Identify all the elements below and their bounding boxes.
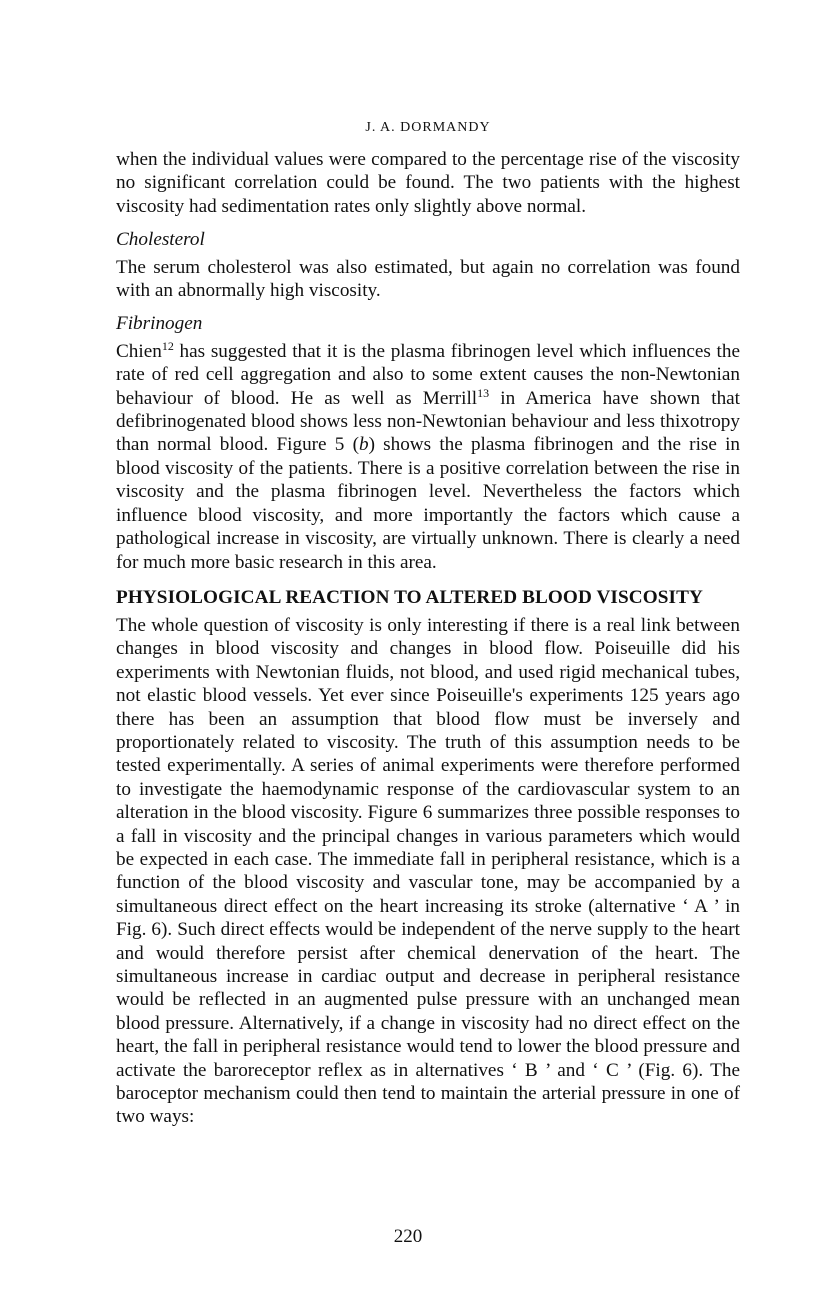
fibrinogen-text-1: has suggested that it is the plasma fibrinogen level which influences the rate of red cell aggregation and also to some extent causes the non-Newtonian behaviour of blood. He as well as Merrill	[116, 340, 740, 409]
page-number: 220	[393, 1226, 423, 1247]
cholesterol-paragraph: The serum cholesterol was also estimated, but again no correlation was found with an abnormally high viscosity.	[116, 256, 740, 302]
intro-paragraph: when the individual values were compared to the percentage rise of the viscosity no significant correlation could be found. The two patients with the highest viscosity had sedimentation rates only slightly above normal.	[116, 149, 740, 217]
physiological-paragraph: The whole question of viscosity is only interesting if there is a real link between changes in blood viscosity and changes in blood flow. Poiseuille did his experiments with Newtonian fluids, not blood, and used rigid mechanical tubes, not elastic blood vessels. Yet ever since Poiseuille's experiments 125 years ago there has been an assumption that blood flow must be inversely and proportionately related to viscosity. The truth of this assumption needs to be tested experimentally. A series of animal experiments were therefore performed to investigate the haemodynamic response of the cardiovascular system to an alteration in the blood viscosity. Figure 6 summarizes three possible responses to a fall in viscosity and the principal changes in various parameters which would be expected in each case. The immediate fall in peripheral resistance, which is a function of the blood viscosity and vascular tone, may be accompanied by a simultaneous direct effect on the heart increasing its stroke (alternative ‘ A ’ in Fig. 6). Such direct effects would be independent of the nerve supply to the heart and would therefore persist after chemical denervation of the heart. The simultaneous increase in cardiac output and decrease in peripheral resistance would be reflected in an augmented pulse pressure with an unchanged mean blood pressure. Alternatively, if a change in viscosity had no direct effect on the heart, the fall in peripheral resistance would tend to lower the blood pressure and activate the baroreceptor reflex as in alternatives ‘ B ’ and ‘ C ’ (Fig. 6). The baroceptor mechanism could then tend to maintain the arterial pressure in one of two ways:	[116, 614, 740, 1128]
fibrinogen-text-2: in America have shown that defibrinogenated blood shows less non-Newtonian behaviour and less thixotropy than normal blood. Figure 5 (	[116, 387, 741, 456]
cholesterol-heading: Cholesterol	[116, 229, 205, 251]
fibrinogen-text-3: ) shows the plasma fibrinogen and the rise in blood viscosity of the patients. There is a positive correlation between the rise in viscosity and the plasma fibrinogen level. Nevertheless the factors which influence blood viscosity, and more importantly the factors which cause a pathological increase in viscosity, are virtually unknown. There is clearly a need for much more basic research in this area.	[116, 434, 741, 573]
fibrinogen-paragraph	[116, 340, 740, 574]
section-heading-physiological: PHYSIOLOGICAL REACTION TO ALTERED BLOOD VISCOSITY	[116, 586, 703, 608]
page-content	[116, 118, 740, 1129]
reference-13: 13	[477, 385, 490, 400]
running-head: J. A. DORMANDY	[365, 120, 491, 135]
figure-letter: b	[358, 434, 369, 456]
author-chien: Chien	[116, 340, 162, 362]
fibrinogen-heading: Fibrinogen	[116, 313, 203, 335]
reference-12: 12	[161, 338, 174, 353]
